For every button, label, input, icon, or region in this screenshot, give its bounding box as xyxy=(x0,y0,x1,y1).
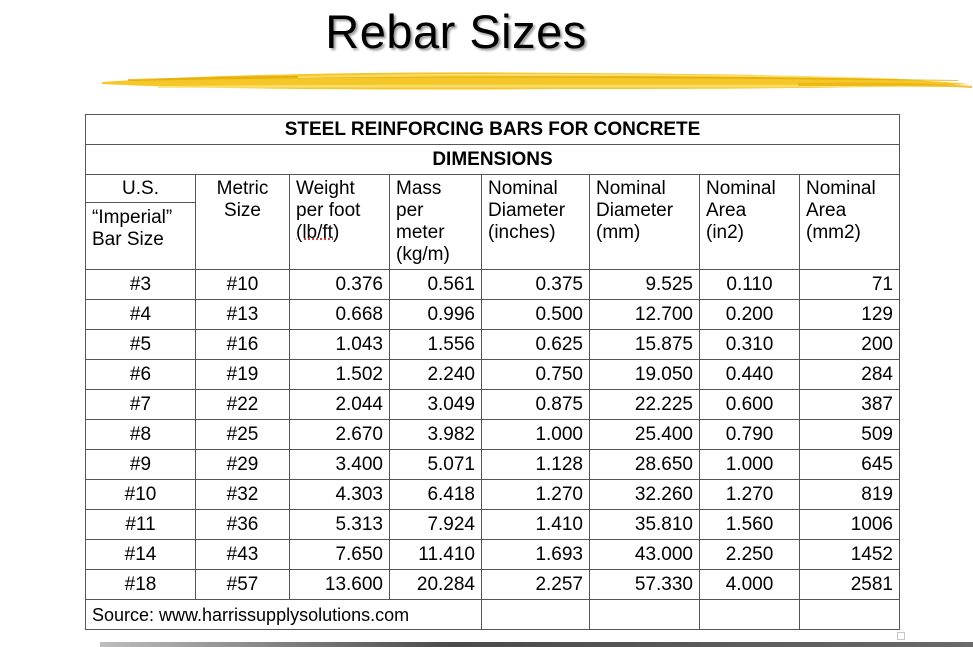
column-header-diameter-mm: Nominal Diameter (mm) xyxy=(590,175,700,270)
cell-us-bar-size: #9 xyxy=(86,450,196,480)
cell-diameter-in: 0.625 xyxy=(482,330,590,360)
cell-us-bar-size: #11 xyxy=(86,510,196,540)
source-row xyxy=(86,600,900,630)
cell-area-in2: 4.000 xyxy=(700,570,800,600)
cell-us-bar-size: #14 xyxy=(86,540,196,570)
slide-corner-mark xyxy=(897,632,905,640)
slide-bottom-edge xyxy=(0,640,973,647)
cell-diameter-mm: 9.525 xyxy=(590,270,700,300)
cell-area-in2: 0.790 xyxy=(700,420,800,450)
table-row xyxy=(86,480,900,510)
cell-metric-size: #57 xyxy=(196,570,290,600)
column-header-metric-size: Metric Size xyxy=(196,175,290,270)
cell-us-bar-size: #3 xyxy=(86,270,196,300)
cell-mass-kg-m: 3.049 xyxy=(390,390,482,420)
cell-diameter-mm: 19.050 xyxy=(590,360,700,390)
cell-metric-size: #13 xyxy=(196,300,290,330)
cell-mass-kg-m: 3.982 xyxy=(390,420,482,450)
cell-metric-size: #22 xyxy=(196,390,290,420)
cell-area-in2: 1.000 xyxy=(700,450,800,480)
cell-metric-size: #19 xyxy=(196,360,290,390)
column-header-weight-per-foot: Weight per foot (lb/ft) xyxy=(290,175,390,270)
cell-us-bar-size: #8 xyxy=(86,420,196,450)
table-row xyxy=(86,420,900,450)
cell-metric-size: #16 xyxy=(196,330,290,360)
cell-mass-kg-m: 0.996 xyxy=(390,300,482,330)
cell-mass-kg-m: 11.410 xyxy=(390,540,482,570)
table-subtitle: DIMENSIONS xyxy=(86,145,900,175)
cell-us-bar-size: #10 xyxy=(86,480,196,510)
cell-us-bar-size: #4 xyxy=(86,300,196,330)
empty-cell xyxy=(590,600,700,630)
cell-diameter-in: 0.500 xyxy=(482,300,590,330)
cell-diameter-in: 1.693 xyxy=(482,540,590,570)
highlighter-brush-stroke xyxy=(98,62,973,98)
column-header-area-mm2: Nominal Area (mm2) xyxy=(800,175,900,270)
cell-weight-lb-ft: 2.670 xyxy=(290,420,390,450)
cell-area-mm2: 1006 xyxy=(800,510,900,540)
cell-us-bar-size: #7 xyxy=(86,390,196,420)
cell-mass-kg-m: 2.240 xyxy=(390,360,482,390)
cell-metric-size: #10 xyxy=(196,270,290,300)
cell-diameter-mm: 32.260 xyxy=(590,480,700,510)
cell-metric-size: #25 xyxy=(196,420,290,450)
cell-diameter-mm: 43.000 xyxy=(590,540,700,570)
slide-bottom-shadow xyxy=(100,642,973,647)
cell-diameter-in: 0.375 xyxy=(482,270,590,300)
cell-mass-kg-m: 0.561 xyxy=(390,270,482,300)
cell-area-in2: 1.560 xyxy=(700,510,800,540)
cell-area-mm2: 129 xyxy=(800,300,900,330)
cell-diameter-in: 0.750 xyxy=(482,360,590,390)
table-row xyxy=(86,300,900,330)
cell-mass-kg-m: 20.284 xyxy=(390,570,482,600)
table-row xyxy=(86,270,900,300)
cell-area-mm2: 200 xyxy=(800,330,900,360)
cell-area-mm2: 284 xyxy=(800,360,900,390)
cell-weight-lb-ft: 4.303 xyxy=(290,480,390,510)
cell-area-mm2: 387 xyxy=(800,390,900,420)
cell-mass-kg-m: 7.924 xyxy=(390,510,482,540)
cell-mass-kg-m: 6.418 xyxy=(390,480,482,510)
cell-area-in2: 2.250 xyxy=(700,540,800,570)
cell-area-in2: 0.200 xyxy=(700,300,800,330)
cell-area-in2: 1.270 xyxy=(700,480,800,510)
cell-diameter-mm: 28.650 xyxy=(590,450,700,480)
empty-cell xyxy=(800,600,900,630)
cell-area-in2: 0.110 xyxy=(700,270,800,300)
table-row xyxy=(86,510,900,540)
cell-diameter-in: 1.000 xyxy=(482,420,590,450)
table-row xyxy=(86,330,900,360)
table-row xyxy=(86,390,900,420)
cell-diameter-in: 1.128 xyxy=(482,450,590,480)
empty-cell xyxy=(700,600,800,630)
cell-weight-lb-ft: 2.044 xyxy=(290,390,390,420)
cell-diameter-mm: 15.875 xyxy=(590,330,700,360)
cell-weight-lb-ft: 7.650 xyxy=(290,540,390,570)
cell-diameter-in: 1.270 xyxy=(482,480,590,510)
cell-weight-lb-ft: 1.502 xyxy=(290,360,390,390)
cell-us-bar-size: #18 xyxy=(86,570,196,600)
cell-us-bar-size: #5 xyxy=(86,330,196,360)
cell-weight-lb-ft: 5.313 xyxy=(290,510,390,540)
cell-weight-lb-ft: 3.400 xyxy=(290,450,390,480)
cell-metric-size: #32 xyxy=(196,480,290,510)
column-header-us-bar-size: U.S. “Imperial” Bar Size xyxy=(86,175,196,270)
cell-us-bar-size: #6 xyxy=(86,360,196,390)
cell-area-mm2: 645 xyxy=(800,450,900,480)
table-body xyxy=(86,270,900,600)
table-row xyxy=(86,570,900,600)
cell-area-mm2: 2581 xyxy=(800,570,900,600)
cell-diameter-mm: 25.400 xyxy=(590,420,700,450)
slide-title: Rebar Sizes xyxy=(325,5,587,58)
cell-area-mm2: 1452 xyxy=(800,540,900,570)
column-header-mass-per-meter: Mass per meter (kg/m) xyxy=(390,175,482,270)
column-header-row xyxy=(86,175,900,270)
cell-area-in2: 0.440 xyxy=(700,360,800,390)
cell-diameter-in: 1.410 xyxy=(482,510,590,540)
cell-weight-lb-ft: 1.043 xyxy=(290,330,390,360)
cell-area-mm2: 819 xyxy=(800,480,900,510)
cell-weight-lb-ft: 13.600 xyxy=(290,570,390,600)
table-title: STEEL REINFORCING BARS FOR CONCRETE xyxy=(86,115,900,145)
cell-diameter-mm: 57.330 xyxy=(590,570,700,600)
rebar-dimensions-table xyxy=(85,114,900,630)
cell-area-in2: 0.600 xyxy=(700,390,800,420)
column-header-diameter-inches: Nominal Diameter (inches) xyxy=(482,175,590,270)
cell-metric-size: #43 xyxy=(196,540,290,570)
cell-area-in2: 0.310 xyxy=(700,330,800,360)
table-row xyxy=(86,540,900,570)
cell-diameter-mm: 35.810 xyxy=(590,510,700,540)
cell-mass-kg-m: 1.556 xyxy=(390,330,482,360)
cell-metric-size: #36 xyxy=(196,510,290,540)
empty-cell xyxy=(482,600,590,630)
cell-weight-lb-ft: 0.668 xyxy=(290,300,390,330)
cell-weight-lb-ft: 0.376 xyxy=(290,270,390,300)
cell-diameter-mm: 12.700 xyxy=(590,300,700,330)
cell-metric-size: #29 xyxy=(196,450,290,480)
cell-diameter-mm: 22.225 xyxy=(590,390,700,420)
table-row xyxy=(86,450,900,480)
cell-diameter-in: 2.257 xyxy=(482,570,590,600)
column-header-area-in2: Nominal Area (in2) xyxy=(700,175,800,270)
cell-area-mm2: 509 xyxy=(800,420,900,450)
cell-mass-kg-m: 5.071 xyxy=(390,450,482,480)
cell-area-mm2: 71 xyxy=(800,270,900,300)
cell-diameter-in: 0.875 xyxy=(482,390,590,420)
table-row xyxy=(86,360,900,390)
source-note: Source: www.harrissupplysolutions.com xyxy=(86,600,482,630)
